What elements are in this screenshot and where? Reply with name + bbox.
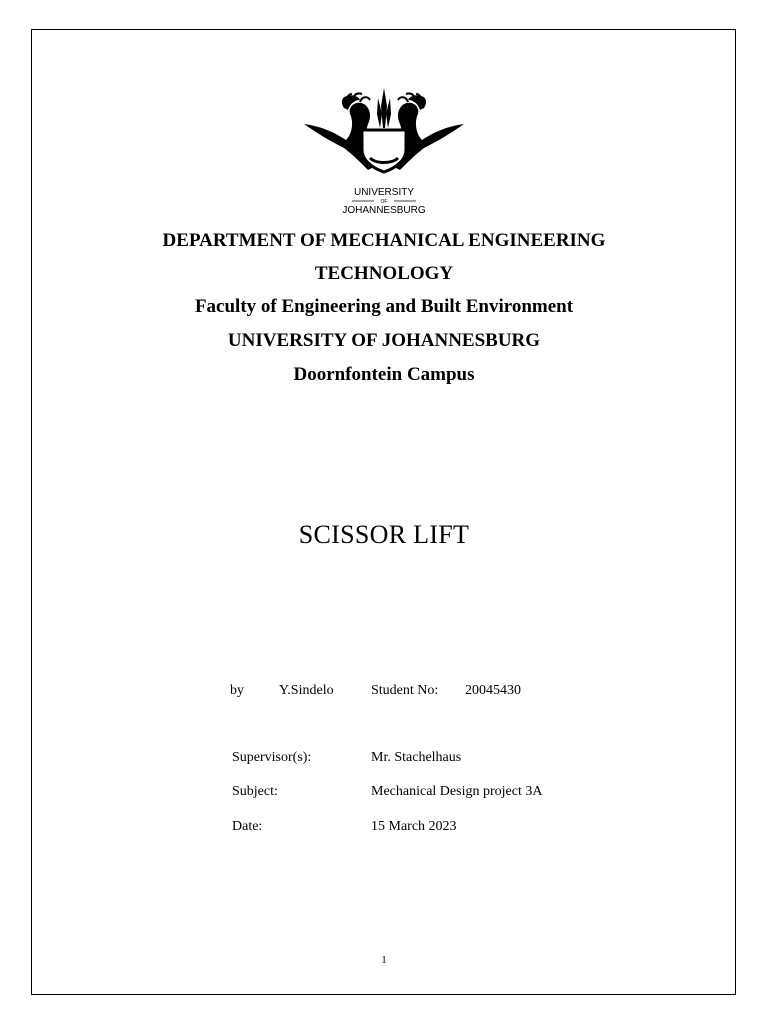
department-line-2: TECHNOLOGY	[314, 263, 454, 284]
document-title: SCISSOR LIFT	[298, 520, 470, 549]
campus-name: Doornfontein Campus	[293, 364, 475, 385]
student-no-value: 20045430	[465, 683, 521, 698]
university-name: UNIVERSITY OF JOHANNESBURG	[227, 330, 541, 351]
student-no-label: Student No:	[371, 683, 439, 698]
subject-label: Subject:	[232, 784, 278, 799]
faculty-name: Faculty of Engineering and Built Environment	[194, 296, 574, 317]
department-line-1: DEPARTMENT OF MECHANICAL ENGINEERING	[162, 230, 606, 251]
date-label: Date:	[232, 819, 263, 834]
svg-text:JOHANNESBURG: JOHANNESBURG	[342, 205, 426, 216]
by-label: by	[230, 683, 244, 698]
page-number: 1	[381, 954, 387, 966]
author-name: Y.Sindelo	[279, 683, 334, 698]
university-logo	[300, 84, 468, 218]
date-value: 15 March 2023	[371, 819, 457, 834]
supervisor-label: Supervisor(s):	[232, 750, 312, 765]
svg-text:UNIVERSITY: UNIVERSITY	[353, 187, 415, 198]
bird-crest-icon	[300, 84, 468, 218]
subject-value: Mechanical Design project 3A	[371, 784, 543, 799]
svg-text:OF: OF	[380, 199, 388, 205]
supervisor-value: Mr. Stachelhaus	[371, 750, 462, 765]
